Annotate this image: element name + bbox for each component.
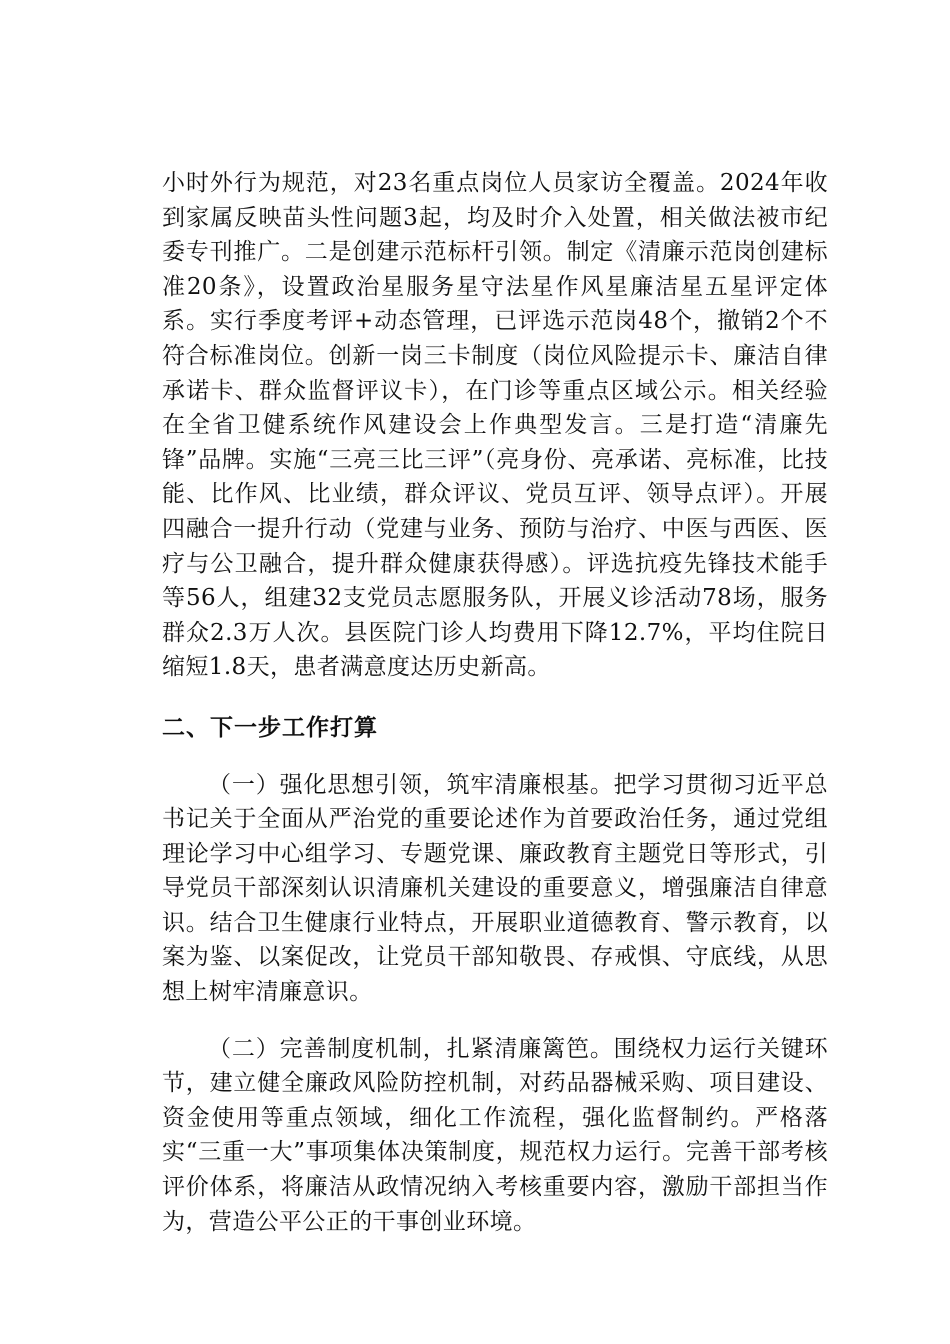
document-page [162, 166, 828, 1239]
section-heading: 二、下一步工作打算 [162, 714, 378, 741]
paragraph-strengthen-ideology: （一）强化思想引领，筑牢清廉根基。把学习贯彻习近平总书记关于全面从严治党的重要论述作为首要政治任务，通过党组理论学习中心组学习、专题党课、廉政教育主题党日等形式，引导党员干部深刻认识清廉机关建设的重要意义，增强廉洁自律意识。结合卫生健康行业特点，开展职业道德教育、警示教育，以案为鉴、以案促改，让党员干部知敬畏、存戒惧、守底线，从思想上树牢清廉意识。 [162, 771, 828, 1006]
paragraph-improve-institutions: （二）完善制度机制，扎紧清廉篱笆。围绕权力运行关键环节，建立健全廉政风险防控机制，对药品器械采购、项目建设、资金使用等重点领域，细化工作流程，强化监督制约。严格落实“三重一大”事项集体决策制度，规范权力运行。完善干部考核评价体系，将廉洁从政情况纳入考核重要内容，激励干部担当作为，营造公平公正的干事创业环境。 [162, 1035, 828, 1235]
continuation-paragraph: 小时外行为规范，对23名重点岗位人员家访全覆盖。2024年收到家属反映苗头性问题3起，均及时介入处置，相关做法被市纪委专刊推广。二是创建示范标杆引领。制定《清廉示范岗创建标准20条》，设置政治星服务星守法星作风星廉洁星五星评定体系。实行季度考评+动态管理，已评选示范岗48个，撤销2个不符合标准岗位。创新一岗三卡制度（岗位风险提示卡、廉洁自律承诺卡、群众监督评议卡），在门诊等重点区域公示。相关经验在全省卫健系统作风建设会上作典型发言。三是打造“清廉先锋”品牌。实施“三亮三比三评”（亮身份、亮承诺、亮标准，比技能、比作风、比业绩，群众评议、党员互评、领导点评）。开展四融合一提升行动（党建与业务、预防与治疗、中医与西医、医疗与公卫融合，提升群众健康获得感）。评选抗疫先锋技术能手等56人，组建32支党员志愿服务队，开展义诊活动78场，服务群众2.3万人次。县医院门诊人均费用下降12.7%，平均住院日缩短1.8天，患者满意度达历史新高。 [162, 170, 828, 681]
